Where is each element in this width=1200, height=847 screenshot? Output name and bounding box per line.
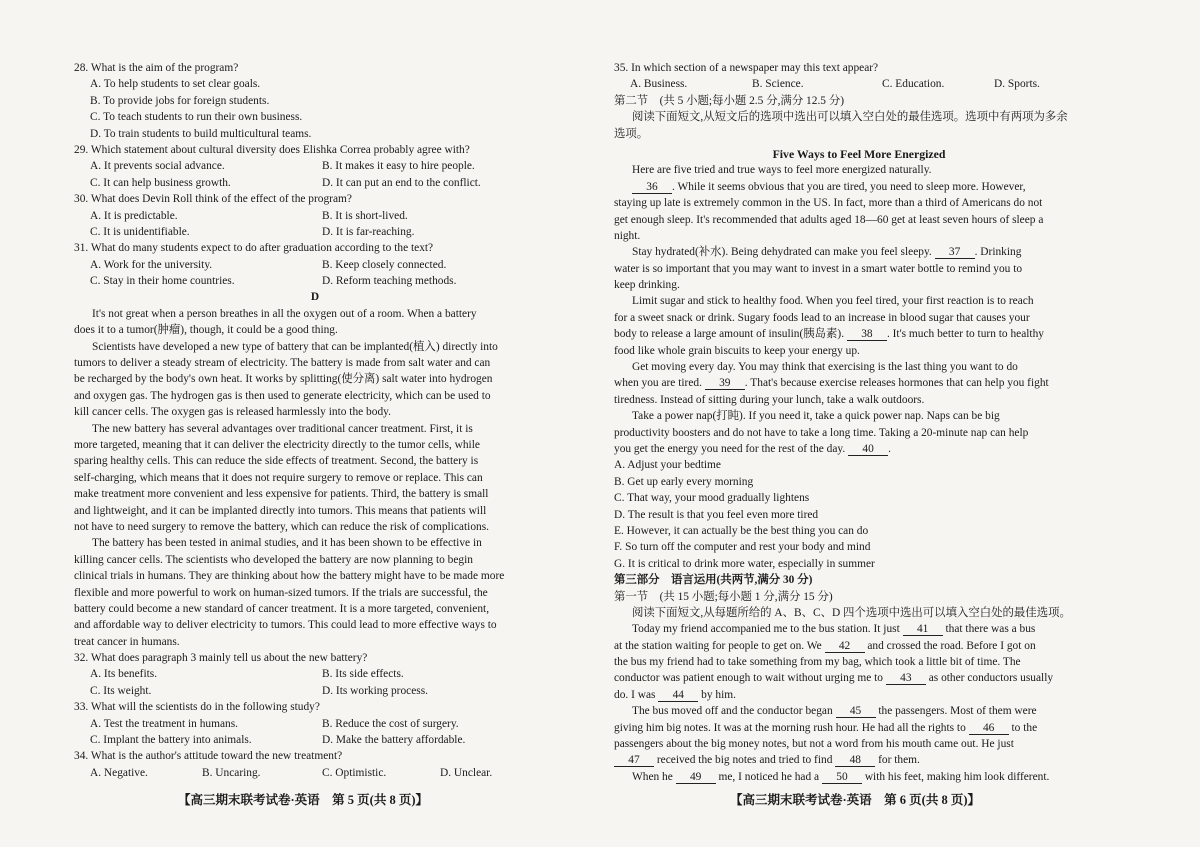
blank-37[interactable]: 37 — [935, 246, 975, 259]
cloze-line6 — [614, 703, 1104, 719]
q35-options — [614, 76, 1104, 92]
q31-option-c: C. Stay in their home countries. — [90, 275, 235, 288]
blank-47[interactable]: 47 — [614, 754, 654, 767]
right-column — [614, 60, 1104, 785]
blank-40[interactable]: 40 — [848, 443, 888, 456]
q32-option-d: D. Its working process. — [322, 684, 428, 697]
cloze-text: that there was a bus — [945, 623, 1036, 636]
q29-option-d: D. It can put an end to the conflict. — [322, 176, 481, 189]
q29-options-row2 — [74, 175, 556, 191]
blank-43[interactable]: 43 — [886, 672, 926, 685]
passage-d-line: make treatment more convenient and less expensive for patients. Third, the battery is small — [74, 488, 489, 501]
q32-option-a: A. Its benefits. — [90, 668, 158, 681]
q33-option-c: C. Implant the battery into animals. — [90, 734, 252, 747]
para-39-line3: tiredness. Instead of sitting during your lunch, take a walk outdoors. — [614, 393, 925, 406]
cloze-text: Today my friend accompanied me to the bus station. It just — [632, 623, 900, 636]
para-36-line1 — [614, 179, 1104, 195]
q32-option-b: B. Its side effects. — [322, 668, 404, 681]
q31-options-row2 — [74, 273, 556, 289]
choice-b: B. Get up early every morning — [614, 475, 754, 488]
q28-option-c: C. To teach students to run their own business. — [90, 111, 303, 124]
cloze-line2 — [614, 638, 1104, 654]
cloze-text: for them. — [878, 754, 920, 767]
cloze-text: as other conductors usually — [928, 672, 1054, 685]
passage-d-line: sparing healthy cells. This can reduce the side effects of treatment. Second, the battery is — [74, 455, 479, 468]
blank-36[interactable]: 36 — [632, 181, 672, 194]
q31-stem: 31. What do many students expect to do after graduation according to the text? — [74, 242, 434, 255]
q32-option-c: C. Its weight. — [90, 684, 152, 697]
q33-options-row2 — [74, 732, 556, 748]
q34-option-c: C. Optimistic. — [322, 766, 387, 779]
q30-option-b: B. It is short-lived. — [322, 209, 408, 222]
choice-d: D. The result is that you feel even more tired — [614, 508, 819, 521]
passage-intro: Here are five tried and true ways to feel more energized naturally. — [632, 164, 932, 177]
q29-option-c: C. It can help business growth. — [90, 176, 231, 189]
blank-42[interactable]: 42 — [825, 640, 865, 653]
choice-f: F. So turn off the computer and rest your body and mind — [614, 541, 871, 554]
blank-50[interactable]: 50 — [822, 771, 862, 784]
right-page — [600, 0, 1200, 847]
para-36-text: . While it seems obvious that you are tired, you need to sleep more. However, — [672, 180, 1026, 193]
q33-option-a: A. Test the treatment in humans. — [90, 717, 238, 730]
q33-option-b: B. Reduce the cost of surgery. — [322, 717, 459, 730]
passage-d-line: more targeted, meaning that it can deliver the electricity directly to the tumor cells, while — [74, 438, 480, 451]
blank-44[interactable]: 44 — [658, 689, 698, 702]
cloze-line10 — [614, 769, 1104, 785]
cloze-text: giving him big notes. It was at the morning rush hour. He had all the rights to — [614, 721, 966, 734]
q29-option-b: B. It makes it easy to hire people. — [322, 160, 475, 173]
q30-stem: 30. What does Devin Roll think of the effect of the program? — [74, 193, 352, 206]
choice-g: G. It is critical to drink more water, especially in summer — [614, 557, 875, 570]
q35-option-b: B. Science. — [752, 78, 804, 91]
para-40-text-post: . — [888, 442, 891, 455]
cloze-line8: passengers about the big money notes, but not a word from his mouth came out. He just — [614, 738, 1014, 751]
q34-option-b: B. Uncaring. — [202, 766, 261, 779]
q28-option-a: A. To help students to set clear goals. — [90, 78, 261, 91]
part3-header: 第三部分 语言运用(共两节,满分 30 分) — [614, 574, 813, 587]
section2-instruction-line1: 阅读下面短文,从短文后的选项中选出可以填入空白处的最佳选项。选项中有两项为多余 — [632, 111, 1068, 124]
choice-c: C. That way, your mood gradually lightens — [614, 492, 810, 505]
cloze-line5 — [614, 687, 1104, 703]
q29-stem: 29. Which statement about cultural diversity does Elishka Correa probably agree with? — [74, 143, 470, 156]
passage-d-line: The new battery has several advantages over traditional cancer treatment. First, it is — [92, 422, 473, 435]
cloze-text: me, I noticed he had a — [718, 770, 820, 783]
cloze-text: conductor was patient enough to wait without urging me to — [614, 672, 884, 685]
passage-d — [74, 306, 556, 650]
cloze-text: to the — [1011, 721, 1038, 734]
q32-stem: 32. What does paragraph 3 mainly tell us about the new battery? — [74, 652, 368, 665]
q35-option-d: D. Sports. — [994, 78, 1040, 91]
cloze-line4 — [614, 670, 1104, 686]
cloze-text: received the big notes and tried to find — [656, 754, 833, 767]
para-40-text-pre: you get the energy you need for the rest of the day. — [614, 442, 846, 455]
choice-e: E. However, it can actually be the best thing you can do — [614, 524, 869, 537]
q30-options-row2 — [74, 224, 556, 240]
para-37-text-pre: Stay hydrated(补水). Being dehydrated can make you feel sleepy. — [632, 246, 932, 259]
q31-options-row1 — [74, 257, 556, 273]
cloze-line9 — [614, 752, 1104, 768]
q28-stem: 28. What is the aim of the program? — [74, 62, 239, 74]
q34-option-d: D. Unclear. — [440, 766, 493, 779]
passage-d-line: and oxygen gas. The hydrogen gas is then used to generate electricity, which can be used to — [74, 389, 491, 402]
left-column — [74, 60, 556, 781]
q35-option-a: A. Business. — [630, 78, 688, 91]
part3-instruction: 阅读下面短文,从每题所给的 A、B、C、D 四个选项中选出可以填入空白处的最佳选项。 — [632, 606, 1071, 619]
passage-d-line: It's not great when a person breathes in all the oxygen out of a room. When a battery — [92, 307, 477, 320]
para-40-line1: Take a power nap(打盹). If you need it, take a quick power nap. Naps can be big — [632, 410, 1000, 423]
para-38-line3 — [614, 326, 1104, 342]
para-36-line2: staying up late is extremely common in the US. In fact, more than a third of Americans do not — [614, 197, 1043, 210]
part3-section1-header: 第一节 (共 15 小题;每小题 1 分,满分 15 分) — [614, 590, 833, 603]
para-39-line2 — [614, 375, 1104, 391]
passage-d-line: self-charging, which means that it does not require surgery to remove or replace. This can — [74, 471, 483, 484]
q33-options-row1 — [74, 716, 556, 732]
passage-d-line: kill cancer cells. The oxygen gas is released harmlessly into the body. — [74, 406, 391, 419]
para-40-line3 — [614, 441, 1104, 457]
section2-instruction-line2: 选项。 — [614, 127, 649, 140]
para-38-line1: Limit sugar and stick to healthy food. When you feel tired, your first reaction is to reach — [632, 295, 1034, 308]
para-37-text-post: . Drinking — [974, 246, 1022, 259]
para-38-line4: food like whole grain biscuits to keep your energy up. — [614, 344, 860, 357]
cloze-line1 — [614, 621, 1104, 637]
cloze-text: by him. — [701, 688, 736, 701]
para-37-line1 — [614, 244, 1104, 260]
para-38-text-post: . It's much better to turn to healthy — [886, 328, 1044, 341]
q35-option-c: C. Education. — [882, 78, 945, 91]
q31-option-b: B. Keep closely connected. — [322, 258, 447, 271]
q31-option-d: D. Reform teaching methods. — [322, 275, 457, 288]
passage-d-line: be recharged by the body's own heat. It works by splitting(使分离) salt water into hydrogen — [74, 373, 493, 386]
blank-48[interactable]: 48 — [835, 754, 875, 767]
para-38-text-pre: body to release a large amount of insulin(胰岛素). — [614, 328, 845, 341]
blank-38[interactable]: 38 — [847, 328, 887, 341]
passage-d-line: flexible and more powerful to work on human-sized tumors. If the trials are successful, the — [74, 586, 488, 599]
passage-d-line: battery could become a new standard of cancer treatment. It is a more targeted, convenient, — [74, 602, 490, 615]
cloze-line3: the bus my friend had to take something from my bag, which took a little bit of time. The — [614, 656, 1021, 669]
q30-option-d: D. It is far-reaching. — [322, 225, 415, 238]
para-36-line4: night. — [614, 229, 641, 242]
cloze-text: with his feet, making him look different. — [864, 770, 1050, 783]
q31-option-a: A. Work for the university. — [90, 258, 213, 271]
blank-45[interactable]: 45 — [836, 705, 876, 718]
q34-options — [74, 765, 556, 781]
blank-39[interactable]: 39 — [705, 377, 745, 390]
para-37-line3: keep drinking. — [614, 279, 680, 292]
q30-options-row1 — [74, 208, 556, 224]
para-36-line3: get enough sleep. It's recommended that adults aged 18—60 get at least seven hours of sleep a — [614, 213, 1044, 226]
cloze-text: the passengers. Most of them were — [878, 705, 1037, 718]
para-39-text-post: . That's because exercise releases hormones that can help you fight — [744, 377, 1049, 390]
cloze-text: When he — [632, 770, 673, 783]
q29-option-a: A. It prevents social advance. — [90, 160, 225, 173]
passage-d-line: tumors to deliver a steady stream of electricity. The battery is made from salt water and can — [74, 357, 491, 370]
cloze-text: at the station waiting for people to get on. We — [614, 639, 822, 652]
q28-option-d: D. To train students to build multicultural teams. — [90, 127, 312, 140]
q32-options-row1 — [74, 666, 556, 682]
q34-stem: 34. What is the author's attitude toward the new treatment? — [74, 750, 343, 763]
q33-stem: 33. What will the scientists do in the following study? — [74, 701, 320, 714]
cloze-text: and crossed the road. Before I got on — [867, 639, 1036, 652]
passage-d-line: and affordable way to deliver electricity to tumors. This could lead to more effective ways to — [74, 619, 497, 632]
passage-d-line: treat cancer in humans. — [74, 635, 180, 648]
cloze-text: do. I was — [614, 688, 656, 701]
q29-options-row1 — [74, 158, 556, 174]
q35-stem: 35. In which section of a newspaper may this text appear? — [614, 62, 879, 74]
passage-title: Five Ways to Feel More Energized — [772, 146, 946, 161]
section-d-heading: D — [310, 291, 320, 304]
cloze-text: The bus moved off and the conductor began — [632, 705, 833, 718]
q33-option-d: D. Make the battery affordable. — [322, 734, 466, 747]
passage-d-line: not have to need surgery to remove the battery, which can reduce the risk of complications. — [74, 520, 489, 533]
passage-d-line: does it to a tumor(肿瘤), though, it could be a good thing. — [74, 324, 338, 337]
q28-option-b: B. To provide jobs for foreign students. — [90, 94, 270, 107]
blank-49[interactable]: 49 — [676, 771, 716, 784]
para-40-line2: productivity boosters and do not have to take a long time. Taking a 20-minute nap can help — [614, 426, 1029, 439]
passage-d-line: and lightweight, and it can be implanted directly into tumors. This means that patients will — [74, 504, 487, 517]
passage-d-line: The battery has been tested in animal studies, and it has been shown to be effective in — [92, 537, 482, 550]
q30-option-a: A. It is predictable. — [90, 209, 178, 222]
choice-a: A. Adjust your bedtime — [614, 459, 721, 472]
right-page-footer: 【高三期末联考试卷·英语 第 6 页(共 8 页)】 — [730, 793, 980, 807]
para-39-line1: Get moving every day. You may think that exercising is the last thing you want to do — [632, 361, 1018, 374]
blank-46[interactable]: 46 — [969, 722, 1009, 735]
q30-option-c: C. It is unidentifiable. — [90, 225, 190, 238]
blank-41[interactable]: 41 — [903, 623, 943, 636]
section2-header: 第二节 (共 5 小题;每小题 2.5 分,满分 12.5 分) — [614, 94, 845, 107]
para-37-line2: water is so important that you may want to invest in a smart water bottle to remind you to — [614, 262, 1023, 275]
q34-option-a: A. Negative. — [90, 766, 148, 779]
q32-options-row2 — [74, 683, 556, 699]
cloze-line7 — [614, 720, 1104, 736]
left-page-footer: 【高三期末联考试卷·英语 第 5 页(共 8 页)】 — [178, 793, 428, 807]
passage-d-line: clinical trials in humans. They are thinking about how the battery might have to be made more — [74, 570, 505, 583]
para-38-line2: for a sweet snack or drink. Sugary foods lead to an increase in blood sugar that causes your — [614, 311, 1030, 324]
para-39-text-pre: when you are tired. — [614, 377, 702, 390]
passage-d-line: Scientists have developed a new type of battery that can be implanted(植入) directly into — [92, 340, 498, 353]
passage-d-line: killing cancer cells. The scientists who developed the battery are now planning to begin — [74, 553, 473, 566]
